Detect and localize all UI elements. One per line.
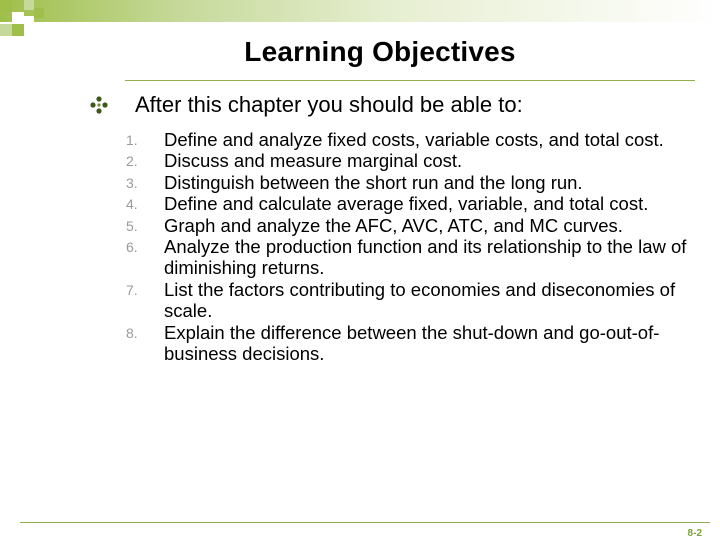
title-underline bbox=[125, 80, 695, 81]
list-item bbox=[126, 193, 696, 214]
objective-text: List the factors contributing to economies and diseconomies of scale. bbox=[164, 278, 676, 322]
slide-number: 8-2 bbox=[687, 528, 702, 539]
objective-text: Graph and analyze the AFC, AVC, ATC, and MC curves. bbox=[164, 214, 623, 236]
footer-rule bbox=[20, 522, 710, 523]
objective-text: Define and analyze fixed costs, variable costs, and total cost. bbox=[164, 129, 664, 150]
lead-text: After this chapter you should be able to: bbox=[135, 92, 523, 117]
list-item bbox=[126, 215, 696, 236]
list-number: 3. bbox=[126, 174, 138, 191]
top-gradient-band bbox=[0, 0, 720, 22]
objectives-list bbox=[126, 129, 696, 364]
list-number: 5. bbox=[126, 217, 138, 234]
list-number: 1. bbox=[126, 132, 138, 148]
list-number: 7. bbox=[126, 281, 138, 298]
list-number: 6. bbox=[126, 239, 138, 256]
objective-text: Analyze the production function and its relationship to the law of diminishing returns. bbox=[164, 236, 687, 279]
list-item bbox=[126, 236, 696, 279]
diamond-dots-icon bbox=[90, 96, 108, 114]
objective-text: Define and calculate average fixed, variable, and total cost. bbox=[164, 193, 649, 215]
list-number: 8. bbox=[126, 324, 138, 341]
corner-squares-decoration bbox=[0, 0, 60, 40]
list-number: 2. bbox=[126, 153, 138, 170]
slide-title: Learning Objectives bbox=[244, 36, 516, 67]
list-item bbox=[126, 279, 696, 322]
objective-text: Distinguish between the short run and the long run. bbox=[164, 171, 583, 193]
list-item bbox=[126, 172, 696, 193]
objective-text: Explain the difference between the shut-down and go-out-of-business decisions. bbox=[164, 321, 660, 365]
list-number: 4. bbox=[126, 196, 138, 213]
objective-text: Discuss and measure marginal cost. bbox=[164, 150, 463, 172]
list-item bbox=[126, 129, 696, 150]
list-item bbox=[126, 150, 696, 171]
list-item bbox=[126, 322, 696, 365]
